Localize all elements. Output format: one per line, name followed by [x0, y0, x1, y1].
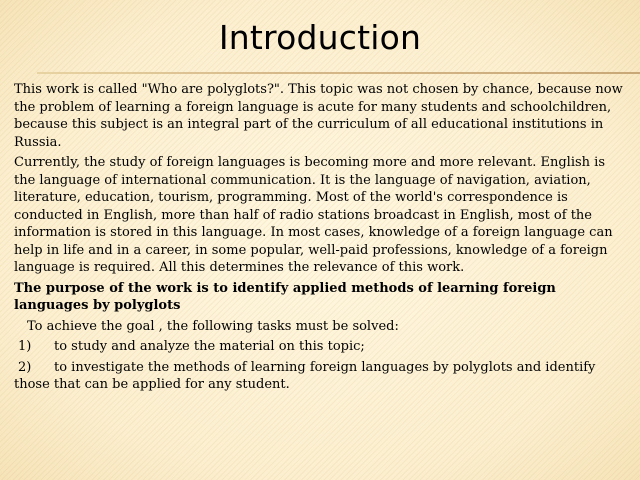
title-divider	[37, 72, 640, 74]
slide-body	[14, 81, 626, 397]
slide-title: Introduction	[218, 18, 422, 57]
task-number: 2)	[18, 359, 32, 375]
task-item-1	[14, 338, 626, 356]
task-number: 1)	[18, 339, 32, 354]
paragraph-intro: This work is called "Who are polyglots?". This topic was not chosen by chance, because now the problem of learning a foreign language is acute for many students and schoolchildren, because this subject is an integral part of the curriculum of all educational institutions in Russia.	[14, 82, 623, 150]
tasks-intro: To achieve the goal , the following tasks must be solved:	[27, 318, 399, 334]
task-text: to study and analyze the material on this topic;	[54, 339, 365, 354]
paragraph-relevance: Currently, the study of foreign languages is becoming more and more relevant. English is the language of international communication. It is the language of navigation, aviation, literature, education, tourism, programming. Most of the world's correspondence is conducted in English, more than half of radio stations broadcast in English, most of the information is stored in this language. In most cases, knowledge of a foreign language can help in life and in a career, in some popular, well-paid professions, knowledge of a foreign language is required. All this determines the relevance of this work.	[14, 155, 613, 275]
purpose-statement: The purpose of the work is to identify applied methods of learning foreign languages by polyglots	[14, 280, 556, 313]
task-item-2	[14, 359, 626, 394]
task-text: to investigate the methods of learning foreign languages by polyglots and identify those that can be applied for any student.	[14, 359, 596, 392]
